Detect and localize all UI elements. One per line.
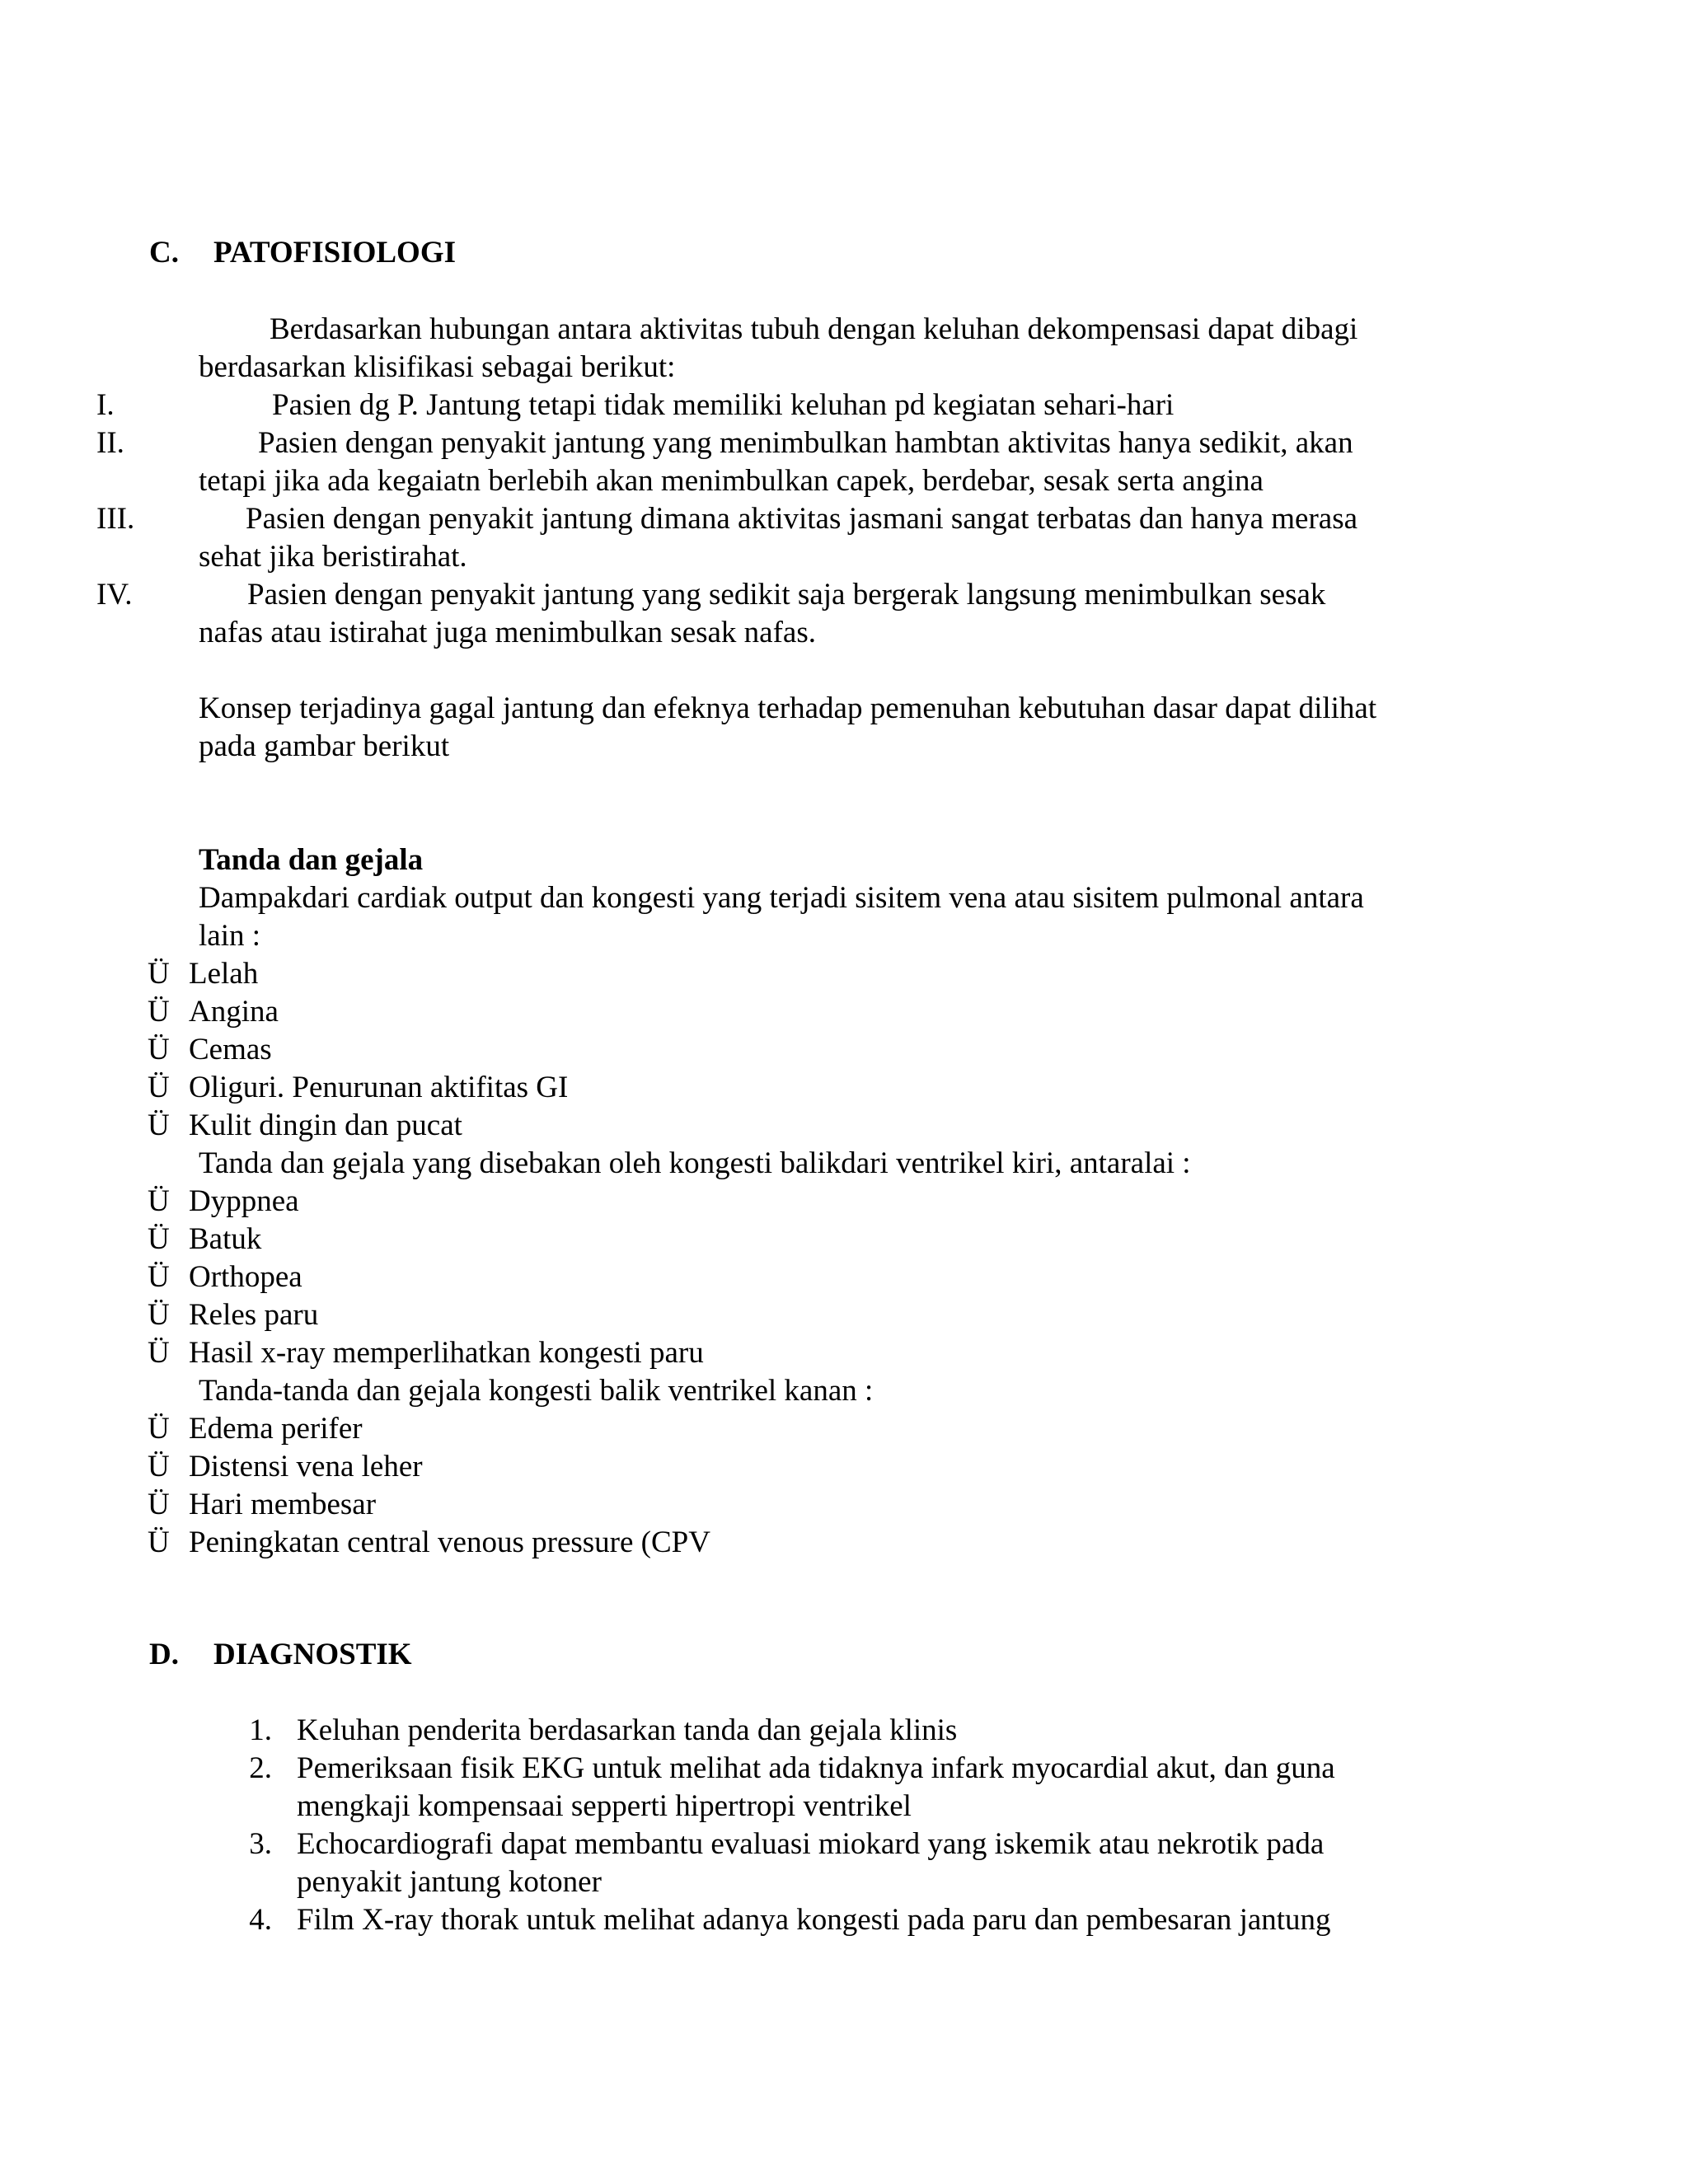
diag-item-2-line-2: mengkaji kompensaai sepperti hipertropi ventrikel — [297, 1789, 912, 1823]
class-4-line-1: Pasien dengan penyakit jantung yang sedikit saja bergerak langsung menimbulkan sesak — [247, 578, 1326, 612]
bullet-icon: Ü — [148, 1033, 170, 1066]
right-ventricle-intro: Tanda-tanda dan gejala kongesti balik ventrikel kanan : — [199, 1374, 874, 1408]
diag-item-3-line-1: Echocardiografi dapat membantu evaluasi miokard yang iskemik atau nekrotik pada — [297, 1827, 1325, 1861]
signs-intro-line-1: Dampakdari cardiak output dan kongesti yang terjadi sisitem vena atau sisitem pulmonal antara — [199, 881, 1364, 915]
list-item: Orthopea — [189, 1260, 302, 1294]
class-numeral-3: III. — [96, 502, 135, 536]
signs-title: Tanda dan gejala — [199, 843, 424, 877]
list-item: Peningkatan central venous pressure (CPV — [189, 1526, 710, 1559]
concept-line-2: pada gambar berikut — [199, 729, 450, 763]
bullet-icon: Ü — [148, 995, 170, 1029]
bullet-icon: Ü — [148, 1071, 170, 1104]
bullet-icon: Ü — [148, 1108, 170, 1142]
diag-num-2: 2. — [249, 1751, 272, 1785]
signs-intro-line-2: lain : — [199, 919, 261, 953]
bullet-icon: Ü — [148, 1488, 170, 1521]
diag-item-4-line-1: Film X-ray thorak untuk melihat adanya kongesti pada paru dan pembesaran jantung — [297, 1903, 1331, 1937]
list-item: Oliguri. Penurunan aktifitas GI — [189, 1071, 569, 1104]
intro-line-1: Berdasarkan hubungan antara aktivitas tubuh dengan keluhan dekompensasi dapat dibagi — [270, 312, 1358, 346]
section-d-title: DIAGNOSTIK — [213, 1638, 412, 1671]
diag-num-3: 3. — [249, 1827, 272, 1861]
bullet-icon: Ü — [148, 1450, 170, 1483]
list-item: Batuk — [189, 1222, 262, 1256]
class-2-line-2: tetapi jika ada kegaiatn berlebih akan menimbulkan capek, berdebar, sesak serta angina — [199, 464, 1264, 498]
class-2-line-1: Pasien dengan penyakit jantung yang menimbulkan hambtan aktivitas hanya sedikit, akan — [258, 426, 1353, 460]
bullet-icon: Ü — [148, 1184, 170, 1218]
class-1-line-1: Pasien dg P. Jantung tetapi tidak memiliki keluhan pd kegiatan sehari-hari — [272, 388, 1175, 422]
diag-item-3-line-2: penyakit jantung kotoner — [297, 1865, 602, 1899]
diag-num-1: 1. — [249, 1713, 272, 1747]
left-ventricle-intro: Tanda dan gejala yang disebakan oleh kongesti balikdari ventrikel kiri, antaralai : — [199, 1146, 1191, 1180]
list-item: Edema perifer — [189, 1412, 363, 1446]
list-item: Dyppnea — [189, 1184, 299, 1218]
section-d-letter: D. — [149, 1638, 179, 1671]
list-item: Angina — [189, 995, 279, 1029]
list-item: Hari membesar — [189, 1488, 377, 1521]
bullet-icon: Ü — [148, 1412, 170, 1446]
intro-line-2: berdasarkan klisifikasi sebagai berikut: — [199, 350, 676, 384]
class-numeral-2: II. — [96, 426, 124, 460]
concept-line-1: Konsep terjadinya gagal jantung dan efeknya terhadap pemenuhan kebutuhan dasar dapat dilihat — [199, 691, 1377, 725]
class-4-line-2: nafas atau istirahat juga menimbulkan sesak nafas. — [199, 616, 816, 649]
bullet-icon: Ü — [148, 1222, 170, 1256]
list-item: Cemas — [189, 1033, 272, 1066]
list-item: Hasil x-ray memperlihatkan kongesti paru — [189, 1336, 704, 1370]
section-c-letter: C. — [149, 236, 179, 269]
list-item: Distensi vena leher — [189, 1450, 423, 1483]
list-item: Reles paru — [189, 1298, 319, 1332]
class-numeral-1: I. — [96, 388, 115, 422]
list-item: Kulit dingin dan pucat — [189, 1108, 462, 1142]
class-3-line-2: sehat jika beristirahat. — [199, 540, 467, 574]
diag-item-2-line-1: Pemeriksaan fisik EKG untuk melihat ada tidaknya infark myocardial akut, dan guna — [297, 1751, 1335, 1785]
diag-item-1-line-1: Keluhan penderita berdasarkan tanda dan gejala klinis — [297, 1713, 958, 1747]
bullet-icon: Ü — [148, 1298, 170, 1332]
section-c-title: PATOFISIOLOGI — [213, 236, 457, 269]
bullet-icon: Ü — [148, 957, 170, 991]
bullet-icon: Ü — [148, 1336, 170, 1370]
list-item: Lelah — [189, 957, 259, 991]
class-numeral-4: IV. — [96, 578, 133, 612]
bullet-icon: Ü — [148, 1260, 170, 1294]
diag-num-4: 4. — [249, 1903, 272, 1937]
class-3-line-1: Pasien dengan penyakit jantung dimana aktivitas jasmani sangat terbatas dan hanya merasa — [246, 502, 1358, 536]
bullet-icon: Ü — [148, 1526, 170, 1559]
